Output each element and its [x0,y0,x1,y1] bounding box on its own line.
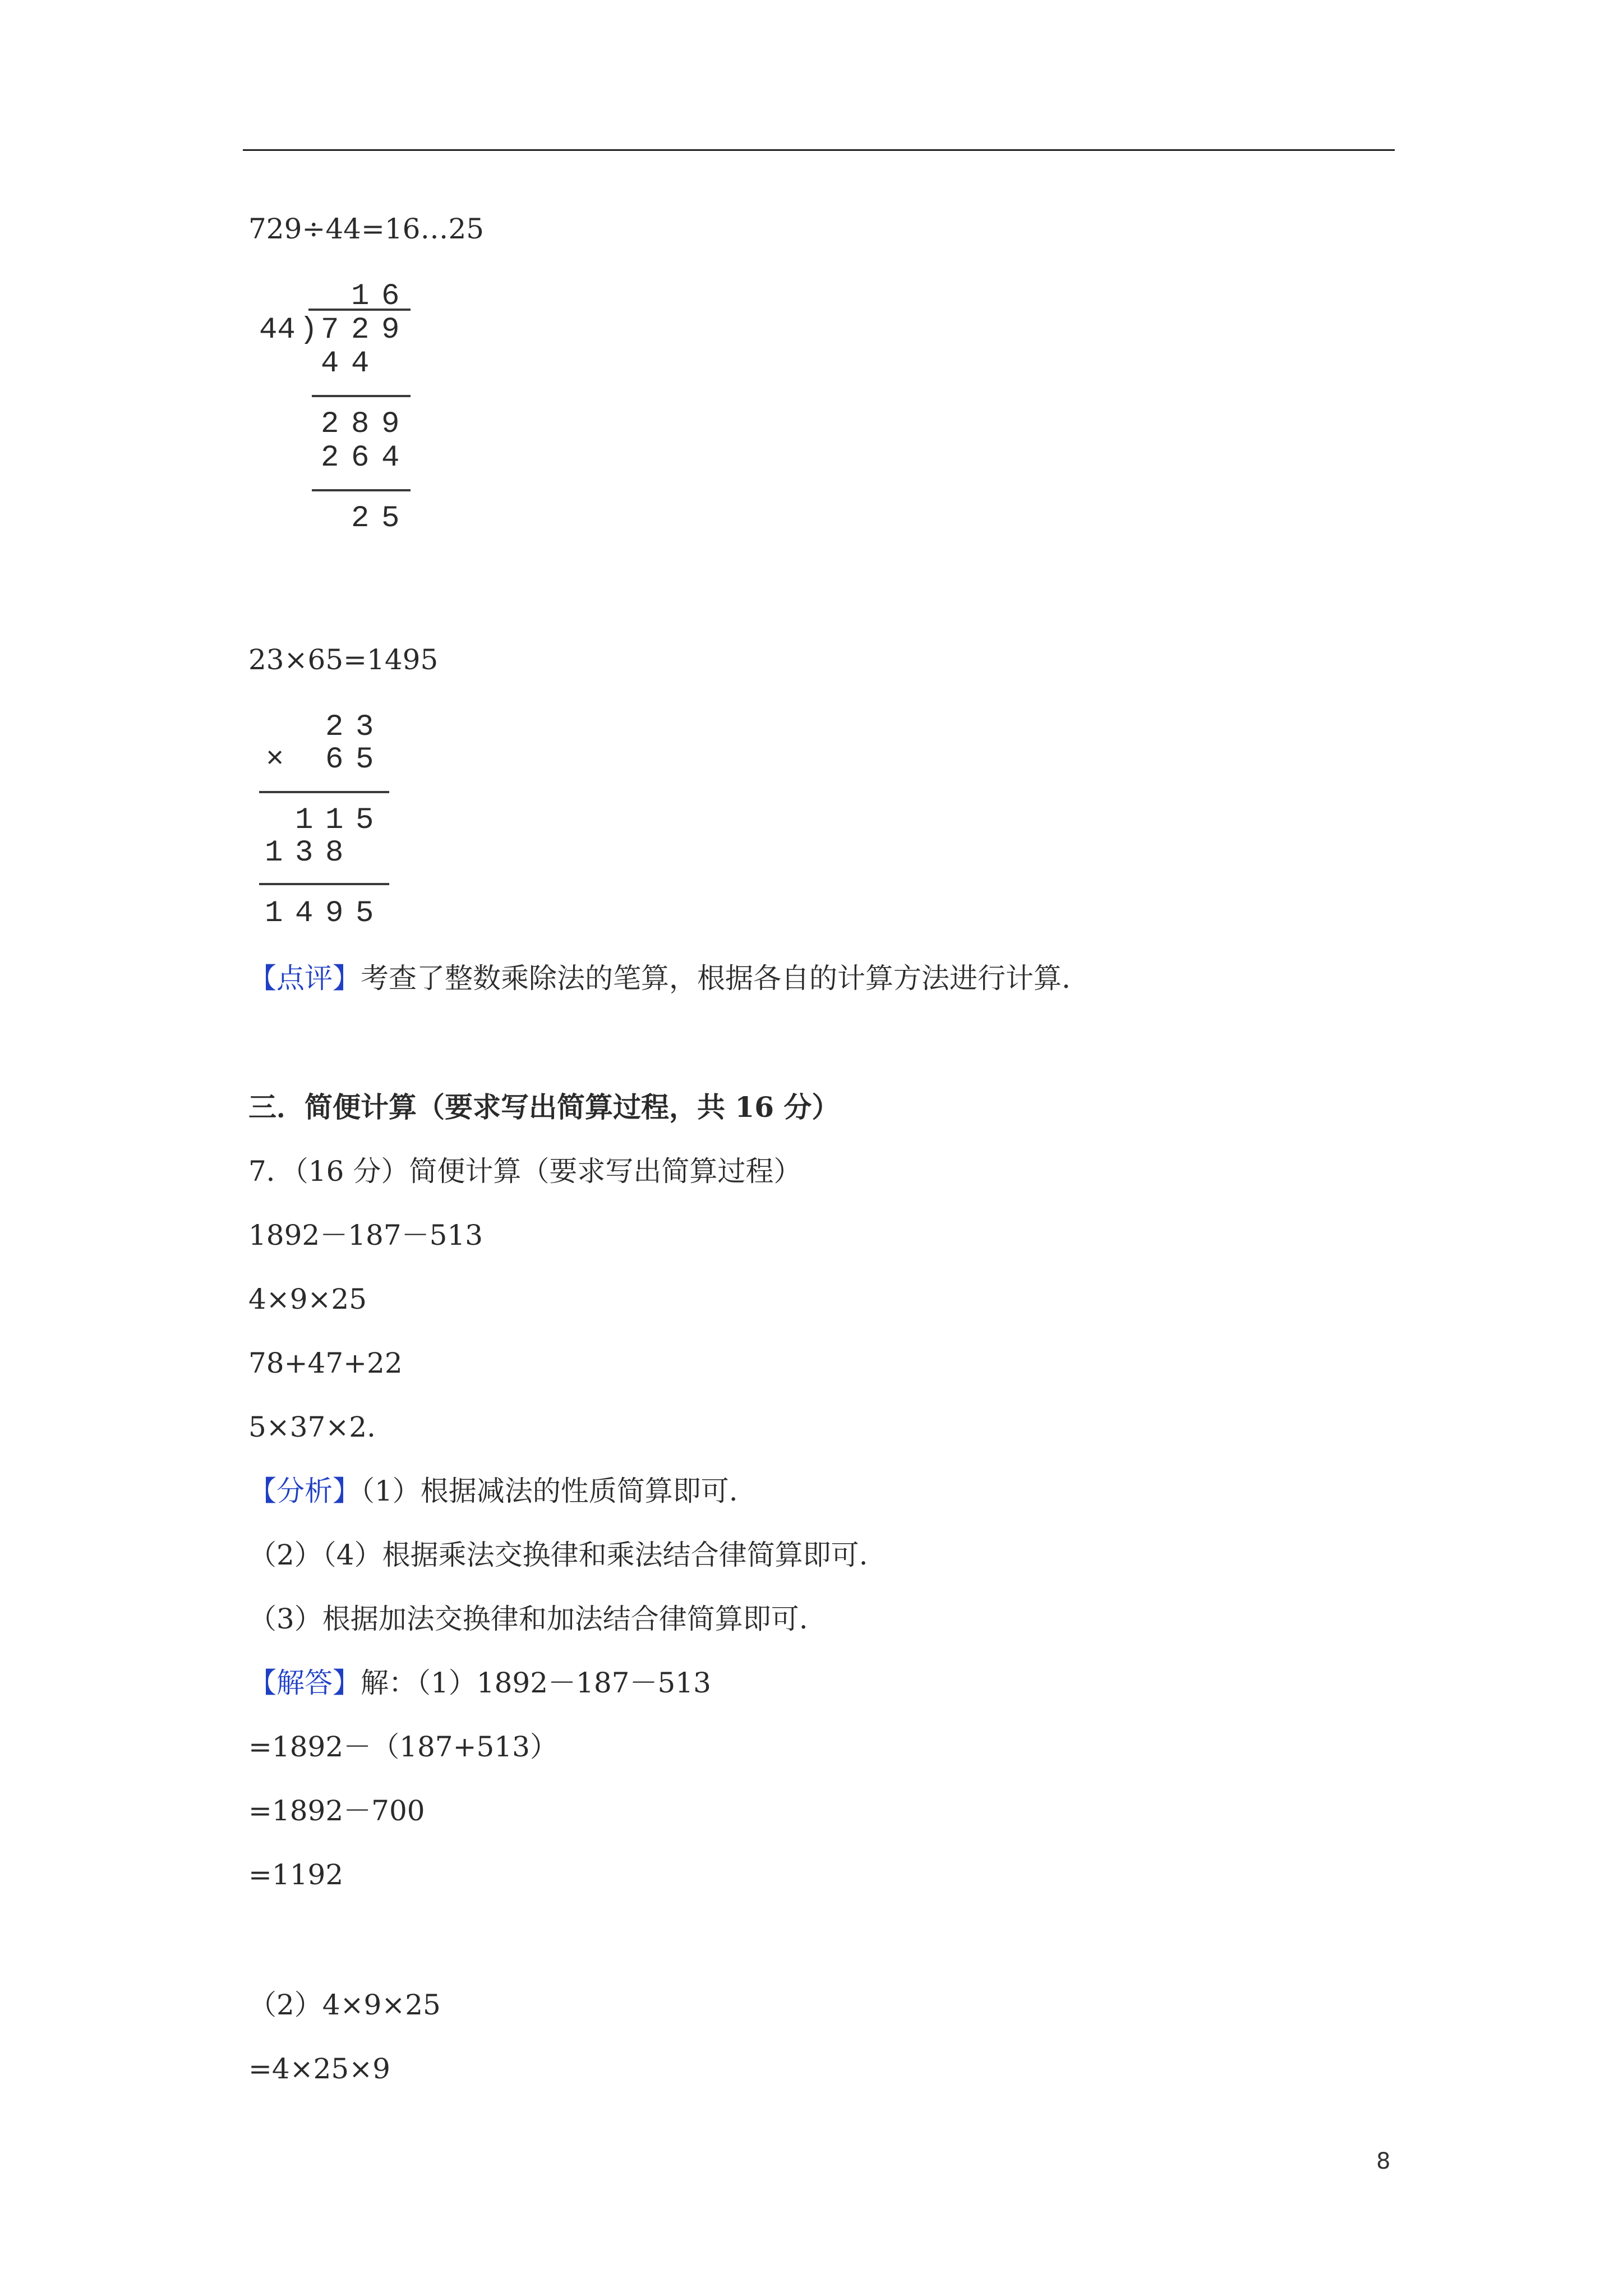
comment-line [248,961,1071,995]
multiplication-equation: 23×65=1495 [248,643,439,676]
division-equation: 729÷44=16…25 [248,213,485,245]
analysis-line [248,1474,738,1508]
comment-text: 考查了整数乘除法的笔算，根据各自的计算方法进行计算. [361,962,1071,995]
step2-value-digit: 9 [381,407,400,441]
divisor: 44 [259,313,296,347]
step2-product-digit: 6 [351,441,370,475]
multiplicand-digit: 3 [356,710,374,744]
vertical-multiplication-figure [252,706,409,941]
step2-value-digit: 2 [321,407,339,441]
partial1-digit: 1 [295,803,313,838]
result-digit: 5 [356,896,374,931]
partial1-digit: 5 [356,803,374,838]
problem-item: 5×37×2. [248,1411,376,1443]
header-rule [243,149,1395,151]
result-digit: 4 [295,896,313,931]
question-7: 7．（16 分）简便计算（要求写出简算过程） [248,1155,802,1188]
page-number: 8 [1376,2148,1391,2174]
quotient-digit: 6 [381,279,400,314]
analysis-tag: 【分析】 [248,1475,361,1507]
partial2-digit: 3 [295,836,313,870]
answer-line [248,1666,711,1700]
division-bracket: ) [299,313,318,347]
remainder-digit: 5 [381,501,400,536]
analysis-text: （3）根据加法交换律和加法结合律简算即可. [248,1603,808,1635]
answer-tag: 【解答】 [248,1667,361,1699]
step1-product-digit: 4 [321,347,339,381]
answer-intro: 解：（1）1892－187－513 [361,1667,711,1699]
partial2-digit: 8 [325,836,344,870]
comment-tag: 【点评】 [248,962,361,995]
multiplier-digit: 6 [325,743,344,777]
multiplier-digit: 5 [356,743,374,777]
result-digit: 1 [265,896,283,931]
answer-step: =1892－（187+513） [248,1731,558,1763]
problem-item: 4×9×25 [248,1283,367,1315]
analysis-text: （2）（4）根据乘法交换律和乘法结合律简算即可. [248,1539,868,1571]
remainder-digit: 2 [351,501,370,536]
analysis-text: （1）根据减法的性质简算即可. [361,1475,738,1507]
answer-part2-title: （2）4×9×25 [248,1989,441,2021]
multiplicand-digit: 2 [325,710,344,744]
long-division-figure [252,275,421,539]
result-digit: 9 [325,896,344,931]
dividend-digit: 9 [381,313,400,347]
answer-step: =1192 [248,1858,344,1891]
problem-item: 78+47+22 [248,1347,403,1379]
step2-product-digit: 4 [381,441,400,475]
multiply-sign: × [266,743,284,777]
step2-product-digit: 2 [321,441,339,475]
partial1-digit: 1 [325,803,344,838]
answer-step: =1892－700 [248,1795,425,1827]
step2-value-digit: 8 [351,407,370,441]
section-heading: 三．简便计算（要求写出简算过程，共 16 分） [248,1091,840,1124]
dividend-digit: 2 [351,313,370,347]
quotient-digit: 1 [351,279,370,314]
dividend-digit: 7 [321,313,339,347]
answer-step: =4×25×9 [248,2053,390,2085]
problem-item: 1892－187－513 [248,1219,483,1251]
partial2-digit: 1 [265,836,283,870]
step1-product-digit: 4 [351,347,370,381]
